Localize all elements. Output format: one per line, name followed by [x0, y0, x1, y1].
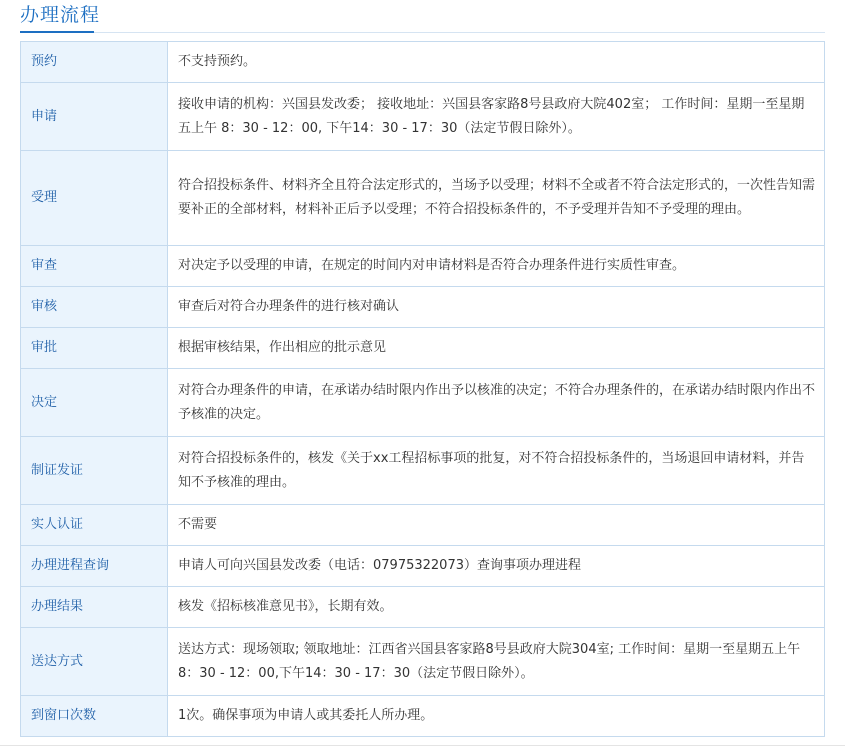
- row-label: 审批: [21, 328, 168, 369]
- row-label: 预约: [21, 42, 168, 83]
- row-value: 对决定予以受理的申请，在规定的时间内对申请材料是否符合办理条件进行实质性审查。: [168, 246, 825, 287]
- table-row: [21, 369, 825, 437]
- row-label: 审查: [21, 246, 168, 287]
- row-value: 1次。确保事项为申请人或其委托人所办理。: [168, 696, 825, 737]
- row-label: 送达方式: [21, 628, 168, 696]
- row-value: 申请人可向兴国县发改委（电话：07975322073）查询事项办理进程: [168, 546, 825, 587]
- table-row: [21, 437, 825, 505]
- section-title: 办理流程: [20, 4, 101, 26]
- table-row: [21, 546, 825, 587]
- row-label: 决定: [21, 369, 168, 437]
- row-label: 审核: [21, 287, 168, 328]
- bottom-divider: [0, 745, 845, 746]
- table-row: [21, 151, 825, 246]
- table-row: [21, 505, 825, 546]
- table-row: [21, 328, 825, 369]
- row-value: 不需要: [168, 505, 825, 546]
- row-label: 到窗口次数: [21, 696, 168, 737]
- row-value: 接收申请的机构：兴国县发改委； 接收地址：兴国县客家路8号县政府大院402室； 工作时间：星期一至星期五上午 8：30 - 12：00, 下午14：30 - 17：30（法定节假日除外）。: [168, 83, 825, 151]
- section-title-underline: [20, 31, 94, 33]
- table-row: [21, 246, 825, 287]
- row-label: 办理结果: [21, 587, 168, 628]
- table-row: [21, 696, 825, 737]
- section-header: [20, 0, 825, 33]
- row-label: 办理进程查询: [21, 546, 168, 587]
- table-row: [21, 83, 825, 151]
- table-row: [21, 628, 825, 696]
- row-value: 对符合办理条件的申请，在承诺办结时限内作出予以核准的决定；不符合办理条件的，在承诺办结时限内作出不予核准的决定。: [168, 369, 825, 437]
- row-label: 实人认证: [21, 505, 168, 546]
- row-value: 核发《招标核准意见书》，长期有效。: [168, 587, 825, 628]
- row-value: 根据审核结果，作出相应的批示意见: [168, 328, 825, 369]
- row-value: 符合招投标条件、材料齐全且符合法定形式的，当场予以受理；材料不全或者不符合法定形式的，一次性告知需要补正的全部材料，材料补正后予以受理；不符合招投标条件的，不予受理并告知不予受理的理由。: [168, 151, 825, 246]
- row-value: 对符合招投标条件的，核发《关于xx工程招标事项的批复，对不符合招投标条件的，当场退回申请材料，并告知不予核准的理由。: [168, 437, 825, 505]
- row-value: 不支持预约。: [168, 42, 825, 83]
- row-label: 受理: [21, 151, 168, 246]
- table-row: [21, 42, 825, 83]
- table-row: [21, 287, 825, 328]
- row-value: 送达方式：现场领取; 领取地址：江西省兴国县客家路8号县政府大院304室; 工作时间：星期一至星期五上午8：30 - 12：00,下午14：30 - 17：30（法定节假日除外）。: [168, 628, 825, 696]
- process-table: [20, 41, 825, 737]
- table-row: [21, 587, 825, 628]
- row-value: 审查后对符合办理条件的进行核对确认: [168, 287, 825, 328]
- row-label: 申请: [21, 83, 168, 151]
- row-label: 制证发证: [21, 437, 168, 505]
